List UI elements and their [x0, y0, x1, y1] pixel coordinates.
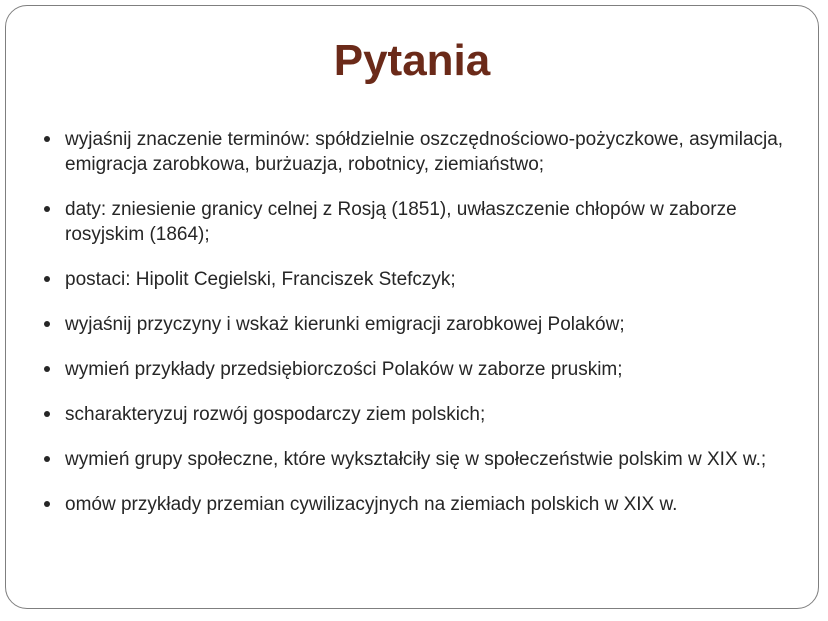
- bullet-text: wyjaśnij przyczyny i wskaż kierunki emigracji zarobkowej Polaków;: [65, 314, 625, 335]
- slide-title: Pytania: [333, 36, 491, 85]
- bullet-dot-icon: [44, 276, 50, 282]
- bullet-item: [44, 357, 814, 382]
- bullet-dot-icon: [44, 321, 50, 327]
- bullet-dot-icon: [44, 366, 50, 372]
- bullet-dot-icon: [44, 501, 50, 507]
- bullet-text: scharakteryzuj rozwój gospodarczy ziem polskich;: [65, 404, 486, 425]
- bullet-list: [44, 127, 814, 537]
- bullet-text: wyjaśnij znaczenie terminów: spółdzielnie oszczędnościowo-pożyczkowe, asymilacja, emigracja zarobkowa, burżuazja, robotnicy, ziemiaństwo;: [65, 129, 784, 175]
- bullet-text: wymień przykłady przedsiębiorczości Polaków w zaborze pruskim;: [65, 359, 623, 380]
- bullet-dot-icon: [44, 206, 50, 212]
- bullet-item: [44, 312, 814, 337]
- bullet-item: [44, 197, 814, 247]
- bullet-text: daty: zniesienie granicy celnej z Rosją (1851), uwłaszczenie chłopów w zaborze rosyjskim (1864);: [65, 199, 737, 245]
- bullet-text: omów przykłady przemian cywilizacyjnych na ziemiach polskich w XIX w.: [65, 494, 678, 515]
- slide: [5, 5, 819, 609]
- bullet-text: postaci: Hipolit Cegielski, Franciszek Stefczyk;: [65, 269, 456, 290]
- bullet-dot-icon: [44, 411, 50, 417]
- bullet-item: [44, 402, 814, 427]
- bullet-item: [44, 127, 814, 177]
- bullet-item: [44, 267, 814, 292]
- bullet-dot-icon: [44, 136, 50, 142]
- bullet-text: wymień grupy społeczne, które wykształciły się w społeczeństwie polskim w XIX w.;: [65, 449, 767, 470]
- bullet-item: [44, 492, 814, 517]
- bullet-dot-icon: [44, 456, 50, 462]
- bullet-item: [44, 447, 814, 472]
